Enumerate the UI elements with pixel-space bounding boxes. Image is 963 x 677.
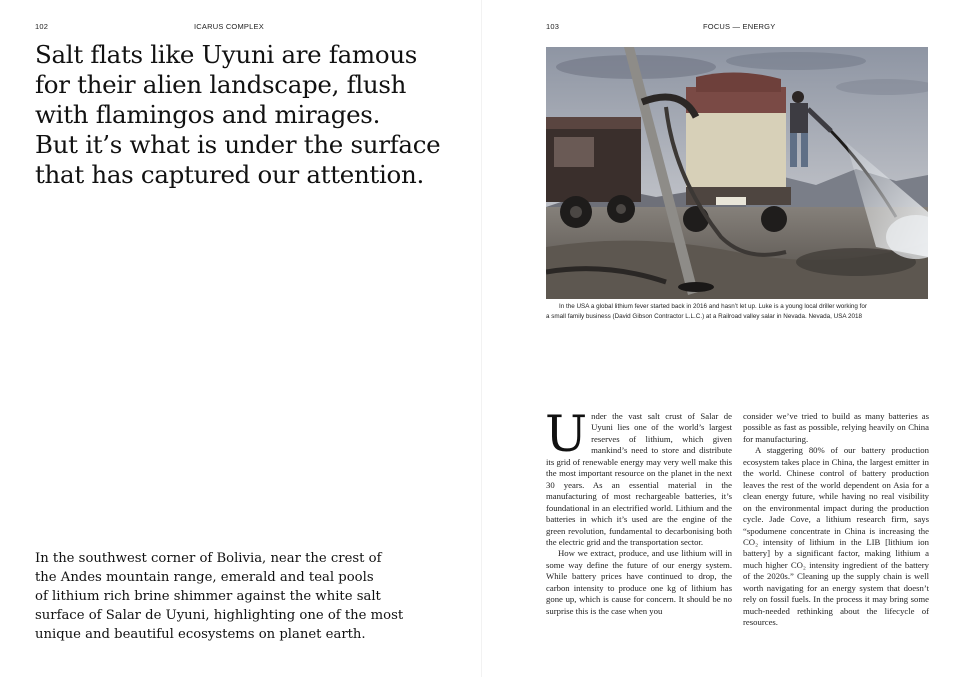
article-paragraph (545, 405, 732, 548)
page-number: 102 (35, 22, 49, 31)
intro-line: In the southwest corner of Bolivia, near the crest of (35, 551, 382, 566)
left-page (0, 0, 481, 677)
caption-line: a small family business (David Gibson Contractor L.L.C.) at a Railroad valley salar in Nevada. Nevada, USA 2018 (546, 313, 863, 320)
intro-line: of lithium rich brine shimmer against the white salt (35, 589, 381, 604)
intro-line: surface of Salar de Uyuni, highlighting one of the most (35, 608, 404, 623)
lithium-drilling-photo (546, 47, 928, 299)
pull-quote-line: Salt flats like Uyuni are famous (35, 40, 418, 69)
intro-line: the Andes mountain range, emerald and teal pools (35, 570, 374, 585)
pull-quote-line: with flamingos and mirages. (35, 100, 381, 129)
section-title: ICARUS COMPLEX (194, 22, 264, 31)
article-column-1 (545, 405, 732, 617)
article-paragraph-text: nder the vast salt crust of Salar de Uyuni lies one of the world’s largest reserves of lithium, which given mankind’s need to store and distribute its grid of renewable energy may very well make this the most important resource on the planet in the next 30 years. As an essential material in the manufacturing of most rechargeable batteries, it’s foundational in an electrified world. Lithium and the batteries in which it’s used are the engine of the green revolution, fundamental to decarbonising both the electric grid and the transportation sector. (546, 411, 732, 547)
article-column-2 (743, 411, 929, 629)
drop-cap: U (545, 405, 588, 463)
intro-paragraph (35, 549, 465, 644)
caption-line: In the USA a global lithium fever started back in 2016 and hasn’t let up. Luke is a young local driller working for (559, 303, 868, 310)
article-paragraph: How we extract, produce, and use lithium will in some way define the future of our energy system. While battery prices have continued to drop, the carbon intensity to produce one kg of lithium has gone up, which is cause for concern. It should be no surprise this is the case when you (546, 548, 732, 616)
page-number: 103 (546, 22, 560, 31)
pull-quote-line: that has captured our attention. (35, 160, 424, 189)
pull-quote-line: for their alien landscape, flush (35, 70, 407, 99)
pull-quote-line: But it’s what is under the surface (35, 130, 441, 159)
intro-line: unique and beautiful ecosystems on planet earth. (35, 627, 366, 642)
article-paragraph: A staggering 80% of our battery production ecosystem takes place in China, the largest emitter in the world. Chinese control of battery production leaves the rest of the world dependent on Asia for a clean energy future, while having no real visibility on the environmental impact during the production cycle. Jade Cove, a lithium research firm, says “spodumene concentrate in China is increasing the CO₂ intensity of lithium in the LIB [lithium ion battery] by a significant factor, making lithium a much higher CO₂ intensity ingredient of the battery of the 2020s.” Cleaning up the supply chain is well worth navigating for an energy system that doesn’t rely on fossil fuels. In the process it may bring some much-needed rethinking about the lifecycle of resources. (743, 445, 929, 628)
article-paragraph: consider we’ve tried to build as many batteries as possible as fast as possible, relying heavily on China for manufacturing. (743, 411, 929, 444)
section-title: FOCUS — ENERGY (703, 22, 776, 31)
photo-caption (546, 302, 929, 322)
right-page (482, 0, 963, 677)
pull-quote (35, 40, 455, 190)
